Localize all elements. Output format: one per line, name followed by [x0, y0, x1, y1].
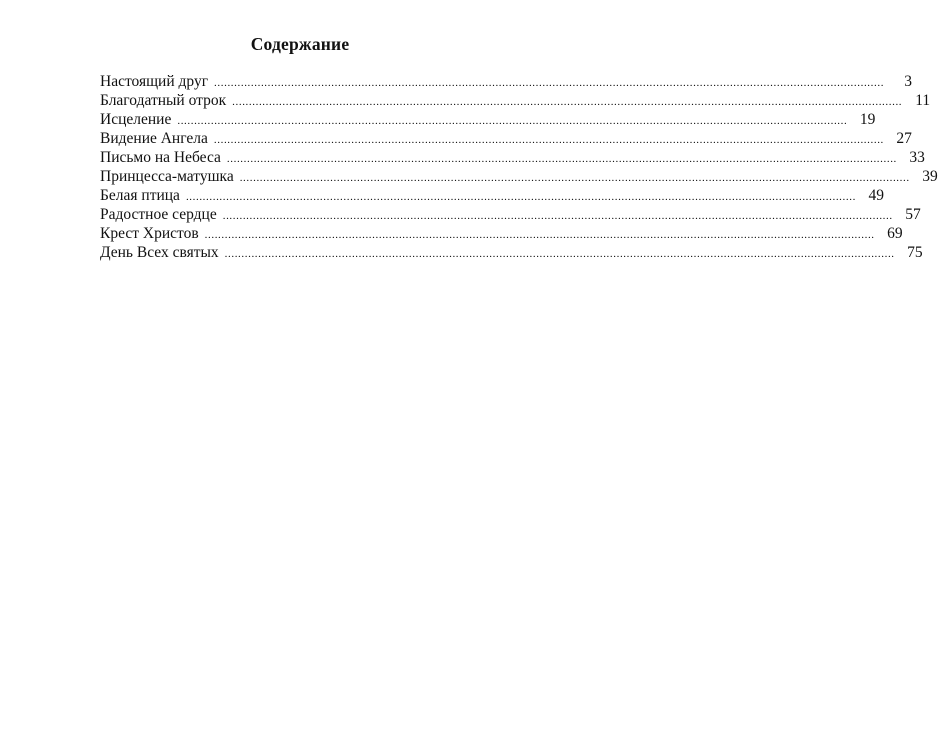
dot-leader: ........................................................................................................................................................................................................ — [214, 77, 885, 89]
toc-entry — [100, 243, 923, 262]
toc-entry — [100, 72, 913, 91]
toc-entry-title: Принцесса-матушка — [100, 168, 234, 185]
dot-leader: ........................................................................................................................................................................................................ — [222, 210, 893, 222]
toc-entry-title: Крест Христов — [100, 225, 199, 242]
table-of-contents — [100, 72, 938, 262]
toc-entry — [100, 110, 876, 129]
toc-entry — [100, 91, 931, 110]
toc-entry-title: Письмо на Небеса — [100, 149, 221, 166]
dot-leader: ........................................................................................................................................................................................................ — [226, 153, 897, 165]
toc-entry — [100, 224, 903, 243]
dot-leader: ........................................................................................................................................................................................................ — [232, 96, 903, 108]
toc-entry-page: 3 — [904, 73, 913, 90]
toc-entry-page: 75 — [907, 244, 923, 261]
dot-leader: ........................................................................................................................................................................................................ — [213, 134, 884, 146]
toc-entry — [100, 167, 938, 186]
toc-entry-title: Исцеление — [100, 111, 172, 128]
page-title: Содержание — [250, 34, 350, 54]
toc-entry-title: Радостное сердце — [100, 206, 217, 223]
dot-leader: ........................................................................................................................................................................................................ — [224, 248, 895, 260]
dot-leader: ........................................................................................................................................................................................................ — [185, 191, 856, 203]
dot-leader: ........................................................................................................................................................................................................ — [177, 115, 848, 127]
toc-entry — [100, 205, 921, 224]
toc-entry-page: 11 — [915, 92, 931, 109]
toc-entry-page: 49 — [868, 187, 884, 204]
toc-entry-title: Белая птица — [100, 187, 180, 204]
toc-entry-title: Благодатный отрок — [100, 92, 227, 109]
toc-entry-page: 69 — [887, 225, 903, 242]
toc-entry-title: Видение Ангела — [100, 130, 208, 147]
dot-leader: ........................................................................................................................................................................................................ — [239, 172, 910, 184]
toc-entry-page: 27 — [896, 130, 912, 147]
toc-entry-title: Настоящий друг — [100, 73, 209, 90]
toc-entry — [100, 148, 925, 167]
toc-entry-page: 57 — [905, 206, 921, 223]
toc-entry — [100, 186, 884, 205]
toc-entry-page: 33 — [909, 149, 925, 166]
toc-entry-title: День Всех святых — [100, 244, 219, 261]
toc-entry-page: 39 — [922, 168, 938, 185]
dot-leader: ........................................................................................................................................................................................................ — [204, 229, 875, 241]
toc-entry-page: 19 — [859, 111, 876, 128]
toc-entry — [100, 129, 912, 148]
